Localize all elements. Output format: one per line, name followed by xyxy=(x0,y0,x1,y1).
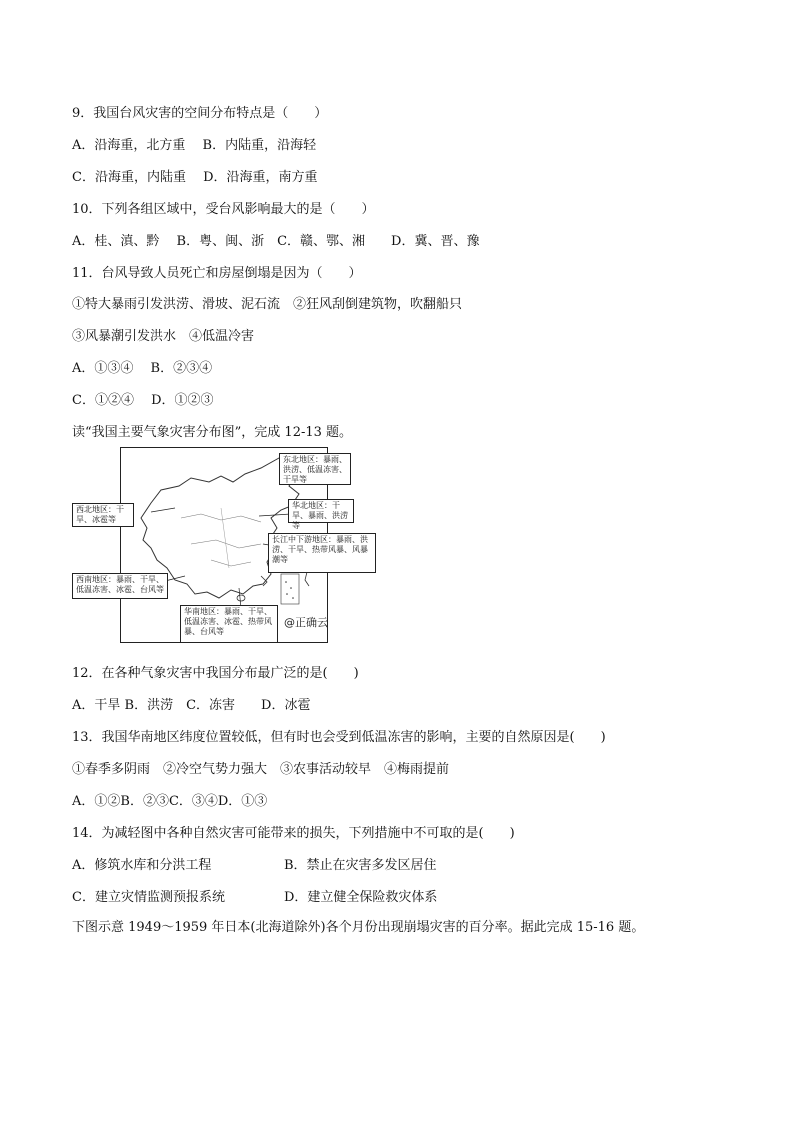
q10-options: A．桂、滇、黔 B．粤、闽、浙 C．赣、鄂、湘 D．冀、晋、豫 xyxy=(72,234,480,249)
watermark-text: @正确云 xyxy=(284,616,328,629)
q10-stem: 10．下列各组区域中，受台风影响最大的是（ ） xyxy=(72,202,375,217)
callout-northwest: 西北地区：干旱、冰雹等 xyxy=(72,503,134,527)
q13-stem: 13．我国华南地区纬度位置较低，但有时也会受到低温冻害的影响，主要的自然原因是( ) xyxy=(72,730,606,745)
q13-options: A．①②B．②③C．③④D．①③ xyxy=(72,794,268,809)
callout-southwest: 西南地区：暴雨、干旱、低温冻害、冰雹、台风等 xyxy=(72,573,168,599)
q14-option-b: B．禁止在灾害多发区居住 xyxy=(284,858,437,873)
q9-options-cd: C．沿海重，内陆重 D．沿海重，南方重 xyxy=(72,170,318,185)
q13-choices: ①春季多阴雨 ②冷空气势力强大 ③农事活动较早 ④梅雨提前 xyxy=(72,762,450,777)
callout-yangtze: 长江中下游地区：暴雨、洪涝、干旱、热带风暴、风暴潮等 xyxy=(268,533,376,573)
q11-choice-line-1: ①特大暴雨引发洪涝、滑坡、泥石流 ②狂风刮倒建筑物，吹翻船只 xyxy=(72,297,463,312)
q14-option-d: D．建立健全保险救灾体系 xyxy=(284,890,438,905)
q11-stem: 11．台风导致人员死亡和房屋倒塌是因为（ ） xyxy=(72,266,362,281)
q11-choice-line-2: ③风暴潮引发洪水 ④低温冷害 xyxy=(72,329,255,344)
q15-16-intro: 下图示意 1949～1959 年日本(北海道除外)各个月份出现崩塌灾害的百分率。据此完成 15-16 题。 xyxy=(72,920,645,935)
q14-option-c: C．建立灾情监测预报系统 xyxy=(72,890,225,905)
q9-options-ab: A．沿海重，北方重 B．内陆重，沿海轻 xyxy=(72,138,317,153)
q12-options: A．干旱 B．洪涝 C．冻害 D．冰雹 xyxy=(72,698,311,713)
q14-option-a: A．修筑水库和分洪工程 xyxy=(72,858,212,873)
callout-north: 华北地区：干旱、暴雨、洪涝等 xyxy=(288,499,354,523)
q12-stem: 12．在各种气象灾害中我国分布最广泛的是( ) xyxy=(72,666,359,681)
disaster-map-figure xyxy=(72,447,382,647)
callout-south: 华南地区：暴雨、干旱、低温冻害、冰雹、热带风暴、台风等 xyxy=(180,605,278,643)
q14-stem: 14．为减轻图中各种自然灾害可能带来的损失，下列措施中不可取的是( ) xyxy=(72,826,515,841)
callout-northeast: 东北地区：暴雨、洪涝、低温冻害、干旱等 xyxy=(279,453,351,485)
q9-stem: 9．我国台风灾害的空间分布特点是（ ） xyxy=(72,106,328,121)
q11-options-cd: C．①②④ D．①②③ xyxy=(72,393,214,408)
map-intro: 读“我国主要气象灾害分布图”，完成 12-13 题。 xyxy=(72,425,353,440)
q11-options-ab: A．①③④ B．②③④ xyxy=(72,361,213,376)
